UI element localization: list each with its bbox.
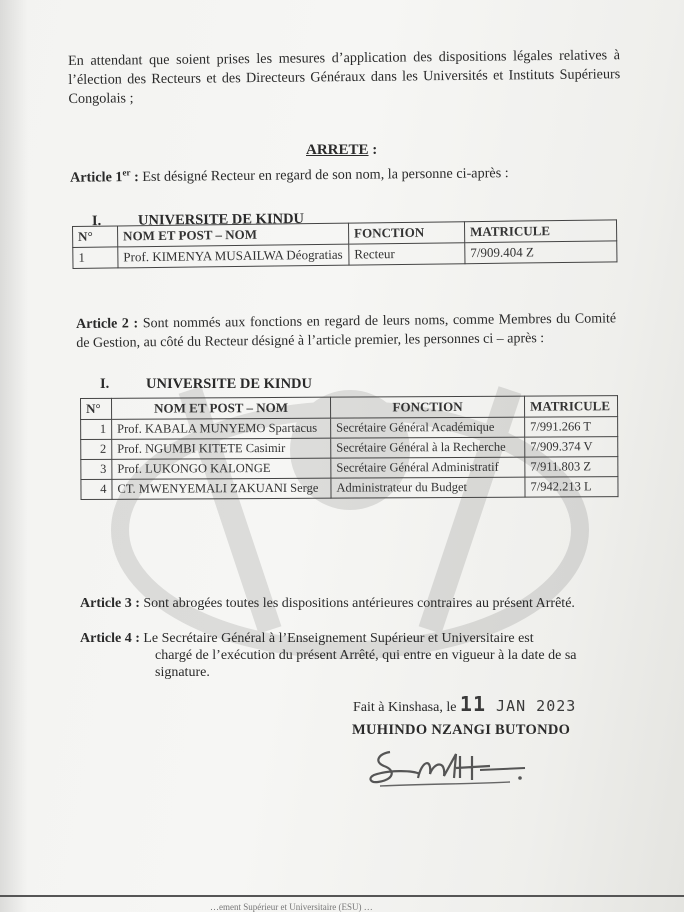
col-header-matricule: MATRICULE xyxy=(524,396,617,417)
arrete-suffix: : xyxy=(368,142,378,158)
article-1 xyxy=(70,162,630,187)
col-header-no: N° xyxy=(73,226,118,248)
article-4-label: Article 4 : xyxy=(80,631,140,646)
article-3-text: Sont abrogées toutes les dispositions antérieures contraires au présent Arrêté. xyxy=(139,596,575,611)
rector-table xyxy=(72,219,617,269)
article-2 xyxy=(76,309,616,353)
col-header-matricule: MATRICULE xyxy=(464,220,616,243)
closing-place: Fait à Kinshasa, le xyxy=(353,700,457,715)
article-1-text: Est désigné Recteur en regard de son nom, la personne ci-après : xyxy=(138,165,509,186)
cell-name: Prof. KIMENYA MUSAILWA Déogratias xyxy=(118,244,349,268)
date-day: 11 xyxy=(459,692,487,716)
cell-function: Secrétaire Général à la Recherche xyxy=(331,437,525,458)
page-shadow xyxy=(0,0,28,912)
section-2-heading xyxy=(100,376,312,393)
table-header-row xyxy=(81,396,618,420)
committee-table xyxy=(80,395,619,500)
table-row xyxy=(81,437,618,460)
article-4-text-rest: chargé de l’exécution du présent Arrêté, qui entre en vigueur à la date de sa signature. xyxy=(155,648,577,680)
article-2-label: Article 2 : xyxy=(76,316,139,332)
cell-matricule: 7/909.374 V xyxy=(525,437,618,457)
cell-matricule: 7/909.404 Z xyxy=(465,241,617,264)
table-row xyxy=(81,417,618,440)
article-3-label: Article 3 : xyxy=(80,596,140,611)
section-2-title: UNIVERSITE DE KINDU xyxy=(146,376,312,392)
cell-name: CT. MWENYEMALI ZAKUANI Serge xyxy=(112,478,331,499)
cell-name: Prof. NGUMBI KITETE Casimir xyxy=(112,438,331,459)
section-2-number: I. xyxy=(100,376,110,392)
footer-text: …ement Supérieur et Universitaire (ESU) … xyxy=(210,902,373,912)
cell-no: 1 xyxy=(81,419,112,439)
cell-no: 3 xyxy=(81,459,112,479)
cell-function: Secrétaire Général Académique xyxy=(331,417,525,438)
cell-function: Secrétaire Général Administratif xyxy=(331,457,525,478)
closing-place-date xyxy=(353,692,576,716)
arrete-heading xyxy=(306,142,377,159)
cell-name: Prof. KABALA MUNYEMO Spartacus xyxy=(112,418,331,439)
article-2-text: Sont nommés aux fonctions en regard de leurs noms, comme Membres du Comité de Gestion, au côté du Recteur désigné à l’article premier, les personnes ci – après : xyxy=(76,311,617,351)
cell-no: 2 xyxy=(81,439,112,459)
section-1-title: UNIVERSITE DE KINDU xyxy=(137,210,305,229)
cell-no: 1 xyxy=(73,247,118,269)
article-4 xyxy=(80,630,600,681)
footer-divider xyxy=(0,895,684,897)
col-header-name: NOM ET POST – NOM xyxy=(118,223,349,247)
col-header-no: N° xyxy=(81,398,112,419)
table-row xyxy=(81,477,618,500)
date-stamp xyxy=(459,692,577,716)
arrete-title: ARRETE xyxy=(306,142,369,158)
cell-function: Administrateur du Budget xyxy=(331,477,525,498)
cell-matricule: 7/911.803 Z xyxy=(525,457,618,477)
cell-no: 4 xyxy=(81,479,112,499)
intro-paragraph: En attendant que soient prises les mesures d’application des dispositions légales relatives à l’élection des Recteurs et des Directeurs Généraux dans les Universités et Instituts Supérieurs Congolais ; xyxy=(68,47,621,107)
col-header-name: NOM ET POST – NOM xyxy=(112,397,331,419)
table-row xyxy=(81,457,618,480)
article-3 xyxy=(80,596,620,612)
cell-function: Recteur xyxy=(349,243,465,265)
date-rest: JAN 2023 xyxy=(486,697,577,715)
signature-image xyxy=(360,740,550,790)
cell-matricule: 7/942.213 L xyxy=(525,477,618,497)
article-1-label-suffix: : xyxy=(130,169,139,186)
col-header-function: FONCTION xyxy=(348,222,464,244)
section-1-number: I. xyxy=(91,213,102,230)
article-4-text-line1: Le Secrétaire Général à l’Enseignement Supérieur et Universitaire est xyxy=(139,631,534,646)
col-header-function: FONCTION xyxy=(330,396,524,418)
cell-name: Prof. LUKONGO KALONGE xyxy=(112,458,331,479)
article-1-sup: er xyxy=(122,167,131,178)
cell-matricule: 7/991.266 T xyxy=(525,417,618,437)
article-1-label: Article 1 xyxy=(70,169,123,186)
signer-name: MUHINDO NZANGI BUTONDO xyxy=(352,722,571,738)
